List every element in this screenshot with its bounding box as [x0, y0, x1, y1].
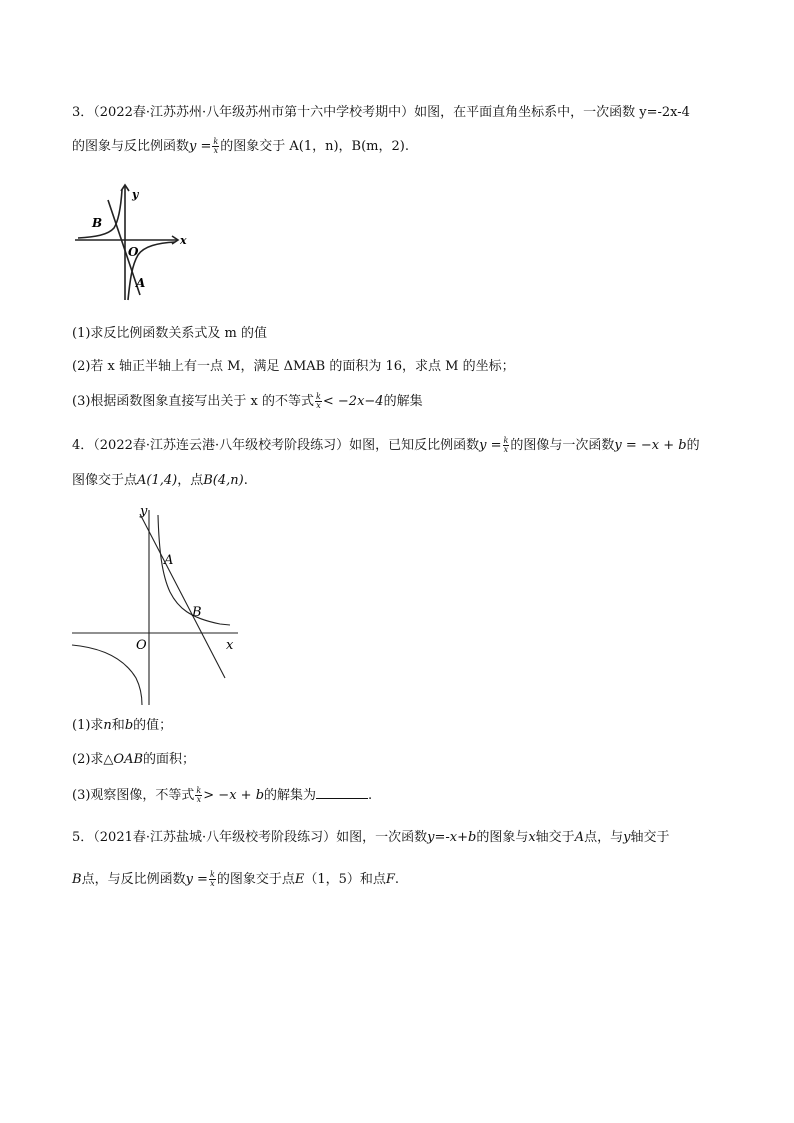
q5-E: E — [294, 872, 305, 887]
q4-label-B: B — [192, 605, 202, 620]
q3-line-2 — [72, 138, 409, 156]
q5-text2: 轴交于 — [535, 830, 575, 845]
q4-sub-3 — [72, 786, 372, 805]
q3-sub3-end: 的解集 — [383, 394, 423, 409]
q3-label-y: y — [132, 188, 139, 201]
q4-label-A: A — [164, 553, 174, 568]
q5-B: B — [72, 872, 82, 887]
q3-figure — [70, 180, 195, 305]
q4-line-1 — [72, 437, 700, 455]
q4-text-end: 的 — [686, 438, 700, 453]
q3-hyperbola-left — [78, 190, 122, 238]
q4-sub3-solution: 的解集为 — [264, 788, 317, 803]
q5-text6: 的图象交于点 — [216, 872, 295, 887]
q4-line-graph — [140, 514, 225, 678]
q3-text-end: 的图象交于 A(1，n)，B(m，2). — [220, 139, 409, 154]
q3-line-1 — [72, 104, 690, 122]
q4-fraction: $\frac{k}{x}$ — [503, 436, 509, 454]
q3-sub-3 — [72, 393, 423, 411]
q5-line-1 — [72, 829, 669, 847]
q4-sub3-fraction: $\frac{k}{x}$ — [196, 786, 202, 804]
q3-sub-2 — [72, 358, 515, 376]
q4-text3: ，点 — [177, 473, 204, 488]
q5-fraction: $\frac{k}{x}$ — [209, 870, 215, 888]
q5-y: y — [623, 830, 631, 845]
q4-sub3-period: . — [368, 788, 373, 803]
q5-line-2 — [72, 871, 399, 889]
q4-figure — [70, 500, 250, 710]
q3-sub1-text: (1)求反比例函数关系式及 m 的值 — [72, 326, 268, 341]
q3-sub3-fraction: $\frac{k}{x}$ — [316, 392, 321, 410]
q4-sub2-end: 的面积； — [143, 752, 196, 767]
q3-label-x: x — [180, 234, 187, 247]
q4-stem: 4．（2022春·江苏连云港·八年级校考阶段练习）如图，已知反比例函数 — [72, 438, 480, 453]
q5-x: x — [528, 830, 536, 845]
q4-text2: 图像交于点 — [72, 473, 138, 488]
q3-sub3-inequality: < −2x−4 — [322, 394, 384, 409]
q5-text: 的图象与 — [476, 830, 529, 845]
q4-sub-1 — [72, 717, 172, 735]
q3-sub3-text: (3)根据函数图象直接写出关于 x 的不等式 — [72, 394, 315, 409]
q5-F: F — [385, 872, 395, 887]
q5-text5: 点，与反比例函数 — [81, 872, 186, 887]
q3-text: 的图象与反比例函数 — [72, 139, 190, 154]
q3-sub-1 — [72, 325, 267, 343]
q4-hyperbola-left — [72, 645, 142, 705]
q5-text3: 点，与 — [584, 830, 624, 845]
q3-label-B: B — [92, 216, 103, 230]
q5-stem: 5．（2021春·江苏盐城·八年级校考阶段练习）如图，一次函数 — [72, 830, 428, 845]
q4-label-O: O — [136, 638, 147, 653]
q4-text: 的图像与一次函数 — [510, 438, 615, 453]
q4-sub-2 — [72, 751, 195, 769]
q5-func-y: y = — [185, 872, 208, 887]
q3-label-A: A — [136, 276, 146, 290]
q4-point-A: A(1,4) — [137, 473, 178, 488]
q3-fraction: $\frac{k}{x}$ — [213, 137, 219, 155]
q4-sub1-b: b — [124, 718, 134, 733]
q4-sub2-oab: OAB — [113, 752, 144, 767]
q5-text4: 轴交于 — [630, 830, 670, 845]
q5-linear-func: y=-x+b — [427, 830, 477, 845]
q3-sub2-text: (2)若 x 轴正半轴上有一点 M，满足 ΔMAB 的面积为 16，求点 M 的坐标； — [72, 359, 515, 374]
q4-sub3-inequality: > −x + b — [203, 788, 265, 803]
q4-label-y: y — [140, 504, 148, 519]
q4-label-x: x — [226, 638, 234, 653]
q4-line-2 — [72, 472, 248, 490]
q4-sub1-end: 的值； — [133, 718, 173, 733]
q3-func-y: y = — [189, 139, 212, 154]
q4-point-B: B(4,n) — [203, 473, 244, 488]
q5-text7: （1，5）和点 — [304, 872, 386, 887]
q4-sub2-text: (2)求△ — [72, 752, 114, 767]
q4-sub1-text: (1)求 — [72, 718, 104, 733]
q5-period: . — [394, 872, 400, 887]
q4-func-y: y = — [479, 438, 502, 453]
q4-linear-func: y = −x + b — [614, 438, 687, 453]
q4-answer-blank[interactable] — [316, 786, 368, 799]
q3-label-O: O — [128, 245, 139, 259]
q4-sub1-n: n — [103, 718, 112, 733]
q4-period: . — [243, 473, 248, 488]
q4-sub1-and: 和 — [111, 718, 125, 733]
q5-A: A — [574, 830, 585, 845]
q3-stem: 3．（2022春·江苏苏州·八年级苏州市第十六中学校考期中）如图，在平面直角坐标系中，一次函数 y=-2x-4 — [72, 105, 690, 120]
q4-sub3-text: (3)观察图像，不等式 — [72, 788, 195, 803]
